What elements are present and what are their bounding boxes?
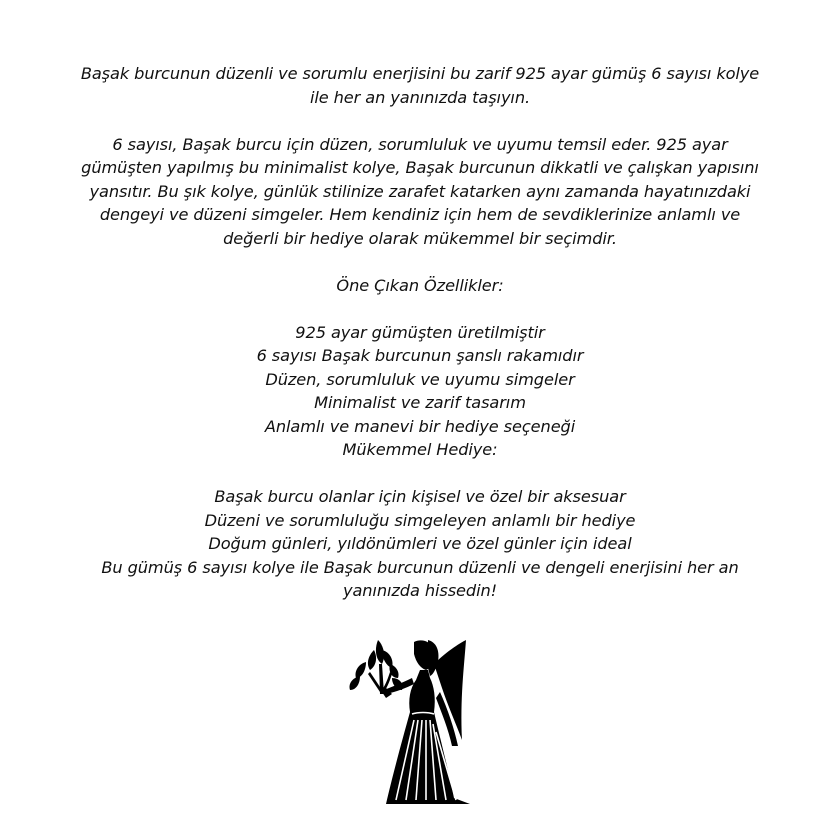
gift-item: Düzeni ve sorumluluğu simgeleyen anlamlı bir hediye [204,510,636,530]
feature-item: 925 ayar gümüşten üretilmiştir [295,322,545,342]
intro-paragraph: Başak burcunun düzenli ve sorumlu enerjisini bu zarif 925 ayar gümüş 6 sayısı kolye ile her an yanınızda taşıyın. [80,64,760,107]
gift-item: Başak burcu olanlar için kişisel ve özel bir aksesuar [214,487,626,506]
body-paragraph: 6 sayısı, Başak burcu için düzen, sorumluluk ve uyumu temsil eder. 925 ayar gümüşten yapılmış bu minimalist kolye, Başak burcunun dikkatli ve çalışkan yapısını yansıtır. Bu şık kolye, günlük stilinize zarafet katarken aynı zamanda hayatınızdaki dengeyi ve düzeni simgeler. Hem kendiniz için hem de sevdiklerinize anlamlı ve değerli bir hediye olarak mükemmel bir seçimdir. [81,134,759,248]
product-description [70,62,770,603]
spacer [70,250,770,274]
feature-item: Düzen, sorumluluk ve uyumu simgeler [265,369,575,389]
spacer [70,297,770,321]
gift-item: Doğum günleri, yıldönümleri ve özel günler için ideal [208,534,632,553]
features-heading: Öne Çıkan Özellikler: [336,275,504,295]
virgo-maiden-icon [330,628,490,810]
spacer [70,109,770,133]
feature-item: Minimalist ve zarif tasarım [314,393,526,412]
closing-paragraph: Bu gümüş 6 sayısı kolye ile Başak burcunun düzenli ve dengeli enerjisini her an yanınızda hissedin! [101,557,739,600]
spacer [70,462,770,486]
gift-heading: Mükemmel Hediye: [342,440,498,459]
feature-item: 6 sayısı Başak burcunun şanslı rakamıdır [256,346,584,365]
feature-item: Anlamlı ve manevi bir hediye seçeneği [264,416,576,436]
